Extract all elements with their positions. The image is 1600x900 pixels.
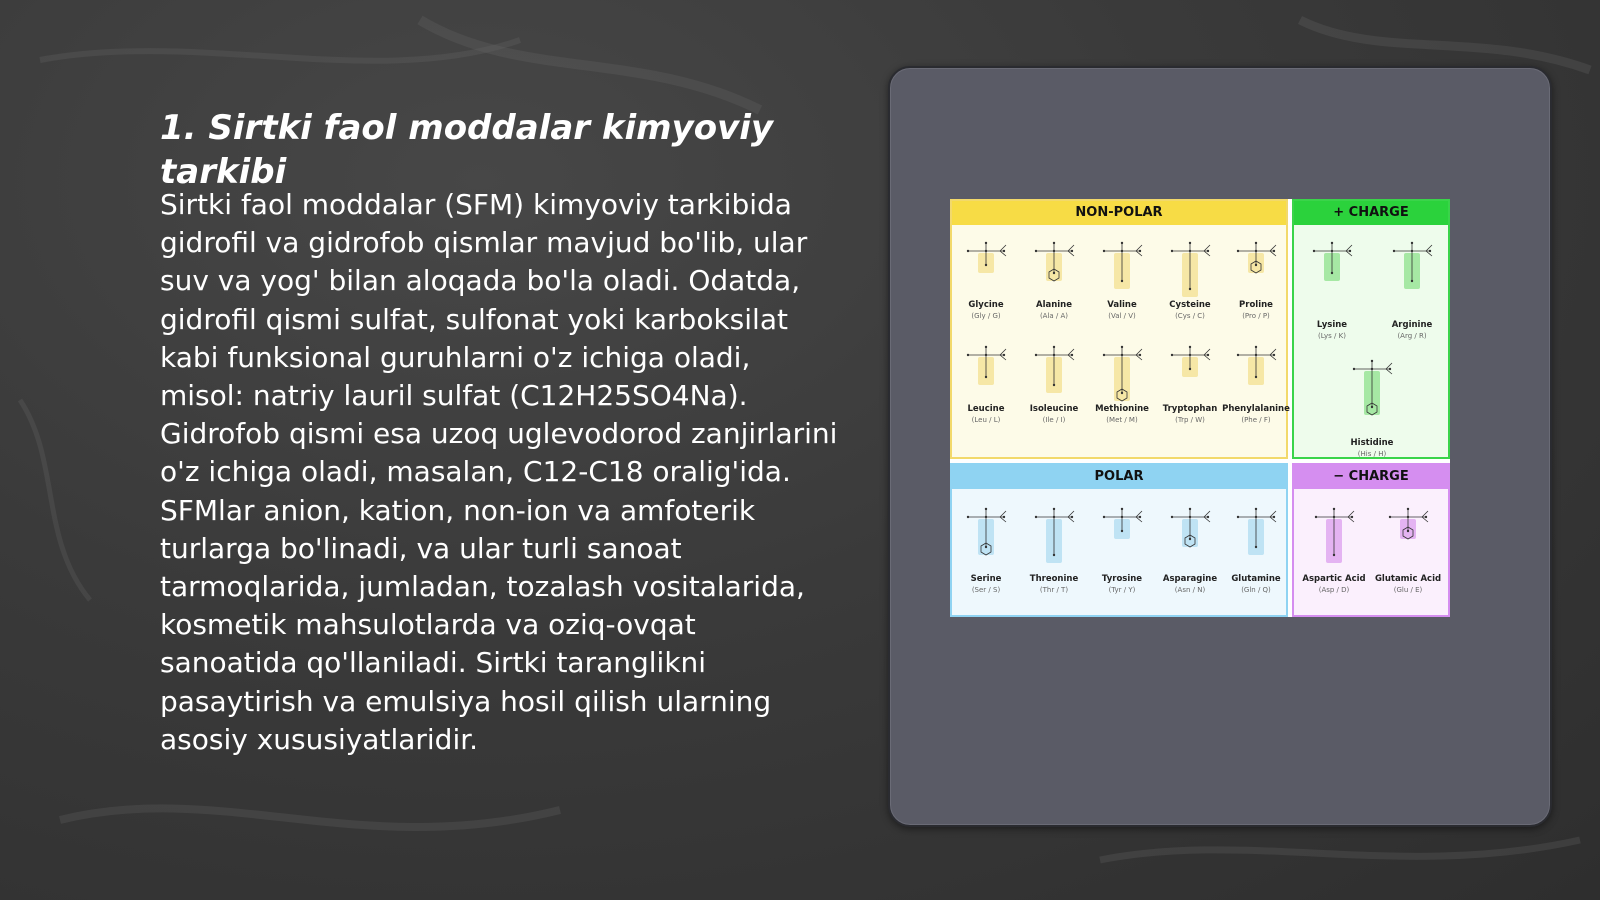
slide-body-text: Sirtki faol moddalar (SFM) kimyoviy tarkibida gidrofil va gidrofob qismlar mavjud bo'lib, ular suv va yog' bilan aloqada bo'la oladi. Odatda, gidrofil qismi sulfat, sulfonat yoki karboksilat kabi funksional guruhlarni o'z ichiga oladi, misol: natriy lauril sulfat (C12H25SO4Na). Gidrofob qismi esa uzoq uglevodorod zanjirlarini o'z ichiga oladi, masalan, C12-C18 oralig'ida. SFMlar anion, kation, non-ion va amfoterik turlarga bo'linadi, va ular turli sanoat tarmoqlarida, jumladan, tozalash vositalarida, kosmetik mahsulotlarda va oziq-ovqat sanoatida qo'llaniladi. Sirtki taranglikni pasaytirish va emulsiya hosil qilish ularning asosiy xususiyatlaridir. xyxy=(160,188,838,756)
amino-acid-name: Glutamic Acid xyxy=(1374,574,1442,584)
panel-nonpolar-title: NON-POLAR xyxy=(952,201,1286,225)
amino-acid-name: Valine xyxy=(1107,300,1137,310)
amino-acid-proline xyxy=(1222,233,1290,321)
amino-acid-arginine xyxy=(1378,233,1446,341)
panel-polar xyxy=(950,463,1288,617)
amino-acid-name: Tryptophan xyxy=(1162,404,1218,414)
amino-acid-code: (Ile / I) xyxy=(1042,416,1066,424)
structure-glutamine xyxy=(1226,499,1286,573)
amino-acid-code: (Asn / N) xyxy=(1174,586,1206,594)
amino-acid-isoleucine xyxy=(1020,337,1088,425)
amino-acid-name: Leucine xyxy=(967,404,1005,414)
structure-tyrosine xyxy=(1092,499,1152,573)
amino-acid-alanine xyxy=(1020,233,1088,321)
amino-acid-chart xyxy=(950,199,1450,617)
amino-acid-code: (Gly / G) xyxy=(971,312,1001,320)
amino-acid-name: Glutamine xyxy=(1231,574,1281,584)
amino-acid-code: (Gln / Q) xyxy=(1241,586,1271,594)
structure-histidine xyxy=(1342,351,1402,437)
amino-acid-threonine xyxy=(1020,499,1088,595)
structure-glycine xyxy=(956,233,1016,299)
amino-acid-code: (Ala / A) xyxy=(1039,312,1069,320)
amino-acid-name: Proline xyxy=(1239,300,1273,310)
amino-acid-name: Tyrosine xyxy=(1101,574,1143,584)
amino-acid-methionine xyxy=(1088,337,1156,425)
panel-polar-title: POLAR xyxy=(952,465,1286,489)
structure-arginine xyxy=(1382,233,1442,319)
amino-acid-code: (Ser / S) xyxy=(971,586,1001,594)
amino-acid-name: Arginine xyxy=(1391,320,1433,330)
amino-acid-tyrosine xyxy=(1088,499,1156,595)
amino-acid-code: (Asp / D) xyxy=(1318,586,1350,594)
structure-asparagine xyxy=(1160,499,1220,573)
amino-acid-cysteine xyxy=(1156,233,1224,321)
amino-acid-name: Lysine xyxy=(1316,320,1348,330)
amino-acid-phenylalanine xyxy=(1222,337,1290,425)
amino-acid-aspartic-acid xyxy=(1300,499,1368,595)
amino-acid-name: Methionine xyxy=(1095,404,1149,414)
panel-negative-charge xyxy=(1292,463,1450,617)
amino-acid-leucine xyxy=(952,337,1020,425)
panel-nonpolar xyxy=(950,199,1288,459)
panel-positive-charge xyxy=(1292,199,1450,459)
amino-acid-code: (Lys / K) xyxy=(1318,332,1346,340)
amino-acid-histidine xyxy=(1338,351,1406,459)
amino-acid-name: Isoleucine xyxy=(1029,404,1079,414)
amino-acid-name: Alanine xyxy=(1035,300,1072,310)
structure-valine xyxy=(1092,233,1152,299)
structure-serine xyxy=(956,499,1016,573)
amino-acid-name: Phenylalanine xyxy=(1222,404,1290,414)
amino-acid-glutamine xyxy=(1222,499,1290,595)
amino-acid-code: (Phe / F) xyxy=(1241,416,1271,424)
amino-acid-name: Aspartic Acid xyxy=(1302,574,1366,584)
structure-phenylalanine xyxy=(1226,337,1286,403)
amino-acid-asparagine xyxy=(1156,499,1224,595)
structure-proline xyxy=(1226,233,1286,299)
amino-acid-code: (Arg / R) xyxy=(1397,332,1427,340)
amino-acid-code: (Trp / W) xyxy=(1175,416,1205,424)
structure-aspartic-acid xyxy=(1304,499,1364,573)
amino-acid-glycine xyxy=(952,233,1020,321)
structure-threonine xyxy=(1024,499,1084,573)
structure-isoleucine xyxy=(1024,337,1084,403)
structure-methionine xyxy=(1092,337,1152,403)
amino-acid-name: Glycine xyxy=(968,300,1004,310)
structure-lysine xyxy=(1302,233,1362,319)
amino-acid-code: (Met / M) xyxy=(1106,416,1138,424)
amino-acid-code: (Val / V) xyxy=(1108,312,1136,320)
amino-acid-name: Serine xyxy=(970,574,1002,584)
amino-acid-code: (Glu / E) xyxy=(1393,586,1423,594)
panel-positive-charge-title: + CHARGE xyxy=(1294,201,1448,225)
panel-negative-charge-title: − CHARGE xyxy=(1294,465,1448,489)
amino-acid-code: (Leu / L) xyxy=(971,416,1001,424)
amino-acid-glutamic-acid xyxy=(1374,499,1442,595)
amino-acid-name: Threonine xyxy=(1029,574,1079,584)
amino-acid-lysine xyxy=(1298,233,1366,341)
structure-alanine xyxy=(1024,233,1084,299)
structure-leucine xyxy=(956,337,1016,403)
structure-glutamic-acid xyxy=(1378,499,1438,573)
amino-acid-code: (Cys / C) xyxy=(1175,312,1205,320)
amino-acid-code: (Tyr / Y) xyxy=(1108,586,1136,594)
amino-acid-name: Histidine xyxy=(1350,438,1394,448)
structure-tryptophan xyxy=(1160,337,1220,403)
amino-acid-name: Asparagine xyxy=(1162,574,1218,584)
amino-acid-valine xyxy=(1088,233,1156,321)
amino-acid-serine xyxy=(952,499,1020,595)
structure-cysteine xyxy=(1160,233,1220,299)
slide-title: 1. Sirtki faol moddalar kimyoviy tarkibi xyxy=(160,108,774,192)
amino-acid-code: (Thr / T) xyxy=(1039,586,1069,594)
amino-acid-code: (His / H) xyxy=(1357,450,1387,458)
amino-acid-tryptophan xyxy=(1156,337,1224,425)
amino-acid-name: Cysteine xyxy=(1169,300,1211,310)
amino-acid-code: (Pro / P) xyxy=(1242,312,1270,320)
